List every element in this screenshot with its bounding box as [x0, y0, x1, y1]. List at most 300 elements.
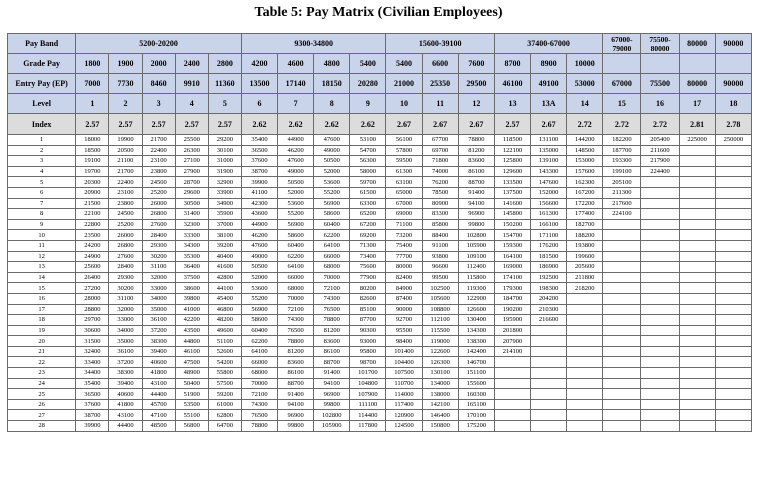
pay-cell: 94100 [458, 198, 494, 209]
pay-cell [603, 325, 641, 336]
level-cell: 13A [531, 94, 567, 114]
pay-cell: 55800 [208, 368, 241, 379]
pay-cell [715, 315, 751, 326]
grade-pay-cell: 5400 [350, 54, 386, 74]
pay-cell [567, 325, 603, 336]
pay-cell [679, 399, 715, 410]
pay-cell: 26800 [109, 240, 142, 251]
entry-pay-row [8, 74, 752, 94]
pay-cell: 18000 [76, 135, 109, 146]
pay-cell: 224400 [641, 166, 679, 177]
pay-cell: 119000 [422, 336, 458, 347]
pay-cell [494, 368, 530, 379]
pay-cell [679, 240, 715, 251]
pay-cell: 27100 [175, 156, 208, 167]
entry-pay-cell: 21000 [386, 74, 422, 94]
table-row [8, 357, 752, 368]
pay-cell [603, 293, 641, 304]
pay-cell: 117800 [350, 421, 386, 432]
pay-cell: 76500 [241, 410, 277, 421]
pay-cell: 21700 [142, 135, 175, 146]
pay-band-cell: 9300-34800 [241, 34, 386, 54]
pay-cell: 52000 [241, 272, 277, 283]
row-number: 5 [8, 177, 76, 188]
pay-band-cell: 5200-20200 [76, 34, 242, 54]
index-cell: 2.72 [603, 114, 641, 135]
pay-cell: 119300 [458, 283, 494, 294]
pay-cell [603, 219, 641, 230]
pay-cell: 31000 [208, 156, 241, 167]
pay-cell: 118500 [494, 135, 530, 146]
pay-cell: 112400 [458, 262, 494, 273]
pay-cell: 69200 [350, 230, 386, 241]
pay-cell [679, 368, 715, 379]
pay-cell: 52000 [314, 166, 350, 177]
pay-cell: 21700 [109, 166, 142, 177]
pay-cell: 125800 [494, 156, 530, 167]
row-number: 10 [8, 230, 76, 241]
grade-pay-cell [603, 54, 641, 74]
pay-cell: 110700 [386, 378, 422, 389]
pay-cell: 64700 [208, 421, 241, 432]
pay-cell: 114000 [386, 389, 422, 400]
pay-cell: 43500 [175, 325, 208, 336]
pay-cell [641, 293, 679, 304]
pay-cell: 94100 [314, 378, 350, 389]
pay-cell: 21100 [109, 156, 142, 167]
pay-cell [641, 389, 679, 400]
pay-cell: 23100 [109, 187, 142, 198]
pay-cell [531, 346, 567, 357]
table-row [8, 389, 752, 400]
pay-cell: 59700 [350, 177, 386, 188]
grade-pay-label: Grade Pay [8, 54, 76, 74]
pay-cell: 19700 [76, 166, 109, 177]
pay-cell [603, 251, 641, 262]
pay-cell: 33000 [142, 283, 175, 294]
pay-cell: 134000 [422, 378, 458, 389]
pay-cell: 24900 [76, 251, 109, 262]
pay-cell: 25600 [76, 262, 109, 273]
grade-pay-cell: 10000 [567, 54, 603, 74]
level-cell: 1 [76, 94, 109, 114]
pay-cell [641, 336, 679, 347]
pay-cell [679, 272, 715, 283]
pay-cell [641, 357, 679, 368]
pay-cell [531, 410, 567, 421]
entry-pay-cell: 75500 [641, 74, 679, 94]
pay-cell: 144200 [567, 135, 603, 146]
pay-cell: 48500 [142, 421, 175, 432]
pay-cell: 32900 [208, 177, 241, 188]
row-number: 14 [8, 272, 76, 283]
pay-cell: 68000 [314, 262, 350, 273]
pay-cell: 62200 [278, 251, 314, 262]
pay-cell: 25200 [109, 219, 142, 230]
pay-cell: 46100 [175, 346, 208, 357]
index-label: Index [8, 114, 76, 135]
pay-cell: 160300 [458, 389, 494, 400]
level-cell: 18 [715, 94, 751, 114]
pay-cell: 34900 [208, 198, 241, 209]
pay-cell [641, 209, 679, 220]
index-cell: 2.62 [241, 114, 277, 135]
pay-cell: 199600 [567, 251, 603, 262]
pay-cell: 62800 [208, 410, 241, 421]
pay-cell: 61500 [350, 187, 386, 198]
pay-cell: 76200 [422, 177, 458, 188]
pay-cell: 93800 [422, 251, 458, 262]
pay-cell [679, 315, 715, 326]
pay-cell [567, 346, 603, 357]
row-number: 18 [8, 315, 76, 326]
pay-cell: 72100 [241, 389, 277, 400]
level-cell: 16 [641, 94, 679, 114]
pay-cell: 40600 [109, 389, 142, 400]
index-cell: 2.67 [531, 114, 567, 135]
pay-cell: 81200 [458, 145, 494, 156]
pay-cell [641, 325, 679, 336]
pay-cell [531, 325, 567, 336]
row-number: 19 [8, 325, 76, 336]
pay-cell: 35000 [142, 304, 175, 315]
grade-pay-cell: 4800 [314, 54, 350, 74]
pay-cell [715, 283, 751, 294]
pay-cell [679, 219, 715, 230]
pay-cell: 46200 [278, 145, 314, 156]
pay-cell: 80000 [386, 262, 422, 273]
pay-cell: 83300 [422, 209, 458, 220]
pay-cell: 99800 [458, 219, 494, 230]
pay-cell: 91400 [458, 187, 494, 198]
index-cell: 2.57 [494, 114, 530, 135]
pay-cell: 91400 [278, 389, 314, 400]
pay-cell: 133500 [494, 177, 530, 188]
pay-cell: 24500 [109, 209, 142, 220]
pay-cell: 98400 [386, 336, 422, 347]
pay-cell: 176200 [531, 240, 567, 251]
pay-cell: 32000 [109, 304, 142, 315]
pay-cell: 35900 [208, 209, 241, 220]
pay-cell: 35400 [76, 378, 109, 389]
pay-cell: 50400 [175, 378, 208, 389]
pay-cell: 32400 [76, 346, 109, 357]
pay-cell: 109100 [458, 251, 494, 262]
pay-cell: 56900 [314, 198, 350, 209]
pay-cell [715, 145, 751, 156]
grade-pay-cell [715, 54, 751, 74]
table-row [8, 368, 752, 379]
pay-cell: 62200 [314, 230, 350, 241]
pay-cell: 35300 [175, 251, 208, 262]
pay-cell [531, 399, 567, 410]
pay-cell: 20900 [76, 187, 109, 198]
pay-cell: 65200 [350, 209, 386, 220]
pay-cell: 150800 [422, 421, 458, 432]
entry-pay-cell: 13500 [241, 74, 277, 94]
pay-cell: 115500 [422, 325, 458, 336]
pay-cell: 61300 [386, 166, 422, 177]
row-number: 16 [8, 293, 76, 304]
pay-cell [494, 357, 530, 368]
entry-pay-cell: 7000 [76, 74, 109, 94]
row-number: 20 [8, 336, 76, 347]
pay-cell: 204200 [531, 293, 567, 304]
pay-cell: 21500 [76, 198, 109, 209]
pay-cell [715, 336, 751, 347]
pay-cell: 67700 [422, 135, 458, 146]
row-number: 6 [8, 187, 76, 198]
pay-cell [567, 315, 603, 326]
table-row [8, 293, 752, 304]
pay-cell [641, 304, 679, 315]
entry-pay-cell: 53000 [567, 74, 603, 94]
pay-cell: 170100 [458, 410, 494, 421]
pay-cell: 58600 [241, 315, 277, 326]
pay-cell [679, 177, 715, 188]
pay-cell: 250000 [715, 135, 751, 146]
row-number: 8 [8, 209, 76, 220]
entry-pay-cell: 25350 [422, 74, 458, 94]
entry-pay-cell: 7730 [109, 74, 142, 94]
pay-cell [679, 209, 715, 220]
pay-cell [494, 421, 530, 432]
pay-cell: 193800 [567, 240, 603, 251]
pay-cell: 56900 [278, 219, 314, 230]
pay-cell: 45700 [142, 399, 175, 410]
table-row [8, 272, 752, 283]
pay-cell [679, 230, 715, 241]
row-number: 13 [8, 262, 76, 273]
pay-cell: 86100 [458, 166, 494, 177]
pay-cell: 141600 [494, 198, 530, 209]
pay-cell: 53100 [350, 135, 386, 146]
pay-cell: 30100 [208, 145, 241, 156]
pay-cell: 53600 [278, 198, 314, 209]
pay-cell: 38100 [208, 230, 241, 241]
pay-cell [531, 357, 567, 368]
pay-cell: 47600 [278, 156, 314, 167]
pay-cell: 22100 [76, 209, 109, 220]
pay-cell: 33900 [208, 187, 241, 198]
pay-cell [715, 304, 751, 315]
pay-cell: 42800 [208, 272, 241, 283]
pay-cell [679, 421, 715, 432]
pay-cell: 102800 [314, 410, 350, 421]
pay-cell: 31400 [175, 209, 208, 220]
level-row [8, 94, 752, 114]
pay-cell: 60400 [241, 325, 277, 336]
pay-cell: 50500 [278, 177, 314, 188]
pay-cell [679, 304, 715, 315]
pay-cell: 193300 [603, 156, 641, 167]
pay-cell: 29300 [142, 240, 175, 251]
pay-cell: 217900 [641, 156, 679, 167]
pay-cell: 171100 [531, 230, 567, 241]
pay-cell: 37600 [76, 399, 109, 410]
pay-cell: 66000 [314, 251, 350, 262]
pay-cell [715, 156, 751, 167]
index-cell: 2.72 [641, 114, 679, 135]
level-cell: 2 [109, 94, 142, 114]
level-cell: 14 [567, 94, 603, 114]
pay-cell: 34400 [76, 368, 109, 379]
pay-cell: 27600 [109, 251, 142, 262]
pay-cell [641, 283, 679, 294]
pay-cell: 44400 [142, 389, 175, 400]
table-row [8, 198, 752, 209]
grade-pay-row [8, 54, 752, 74]
pay-cell: 77900 [350, 272, 386, 283]
pay-cell: 184700 [494, 293, 530, 304]
pay-cell [494, 389, 530, 400]
pay-cell: 28700 [175, 177, 208, 188]
table-row [8, 262, 752, 273]
pay-cell: 137500 [494, 187, 530, 198]
pay-cell: 57800 [386, 145, 422, 156]
pay-cell: 33400 [76, 357, 109, 368]
pay-cell: 130400 [458, 315, 494, 326]
table-row [8, 325, 752, 336]
pay-cell: 151100 [458, 368, 494, 379]
pay-cell [715, 378, 751, 389]
table-row [8, 240, 752, 251]
pay-cell [603, 304, 641, 315]
pay-cell: 18500 [76, 145, 109, 156]
pay-cell [641, 262, 679, 273]
pay-band-cell: 15600-39100 [386, 34, 494, 54]
level-cell: 11 [422, 94, 458, 114]
pay-cell: 39200 [208, 240, 241, 251]
pay-cell: 66000 [278, 272, 314, 283]
table-row [8, 251, 752, 262]
table-row [8, 421, 752, 432]
row-number: 15 [8, 283, 76, 294]
pay-cell [715, 262, 751, 273]
pay-cell [641, 272, 679, 283]
pay-band-cell: 37400-67000 [494, 34, 602, 54]
pay-cell: 80900 [422, 198, 458, 209]
pay-cell: 58000 [350, 166, 386, 177]
pay-cell: 162300 [567, 177, 603, 188]
pay-cell: 104400 [386, 357, 422, 368]
pay-cell: 85100 [350, 304, 386, 315]
pay-cell: 50500 [314, 156, 350, 167]
pay-cell: 37000 [208, 219, 241, 230]
pay-cell: 34000 [109, 325, 142, 336]
pay-cell: 54200 [208, 357, 241, 368]
pay-cell: 27900 [175, 166, 208, 177]
grade-pay-cell: 8700 [494, 54, 530, 74]
pay-cell: 101700 [350, 368, 386, 379]
pay-cell: 39400 [142, 346, 175, 357]
pay-cell: 58600 [278, 230, 314, 241]
pay-cell [603, 357, 641, 368]
pay-cell: 68000 [241, 368, 277, 379]
pay-cell [567, 336, 603, 347]
pay-cell: 161300 [531, 209, 567, 220]
pay-cell: 199100 [603, 166, 641, 177]
grade-pay-cell: 1900 [109, 54, 142, 74]
pay-cell: 107900 [350, 389, 386, 400]
pay-cell: 86100 [314, 346, 350, 357]
pay-cell: 43100 [109, 410, 142, 421]
pay-cell [715, 209, 751, 220]
pay-cell: 51900 [175, 389, 208, 400]
row-number: 2 [8, 145, 76, 156]
pay-cell: 148500 [567, 145, 603, 156]
entry-pay-label: Entry Pay (EP) [8, 74, 76, 94]
pay-cell: 224100 [603, 209, 641, 220]
pay-cell: 172200 [567, 198, 603, 209]
pay-cell: 78800 [314, 315, 350, 326]
pay-cell: 159300 [494, 240, 530, 251]
index-cell: 2.62 [350, 114, 386, 135]
pay-cell: 88700 [458, 177, 494, 188]
pay-cell [603, 378, 641, 389]
pay-cell [679, 283, 715, 294]
pay-cell: 30200 [142, 251, 175, 262]
pay-cell: 28400 [142, 230, 175, 241]
pay-cell: 78800 [241, 421, 277, 432]
pay-cell: 211600 [641, 145, 679, 156]
row-number: 4 [8, 166, 76, 177]
pay-cell: 32000 [142, 272, 175, 283]
pay-cell [567, 293, 603, 304]
pay-cell: 50500 [241, 262, 277, 273]
index-cell: 2.67 [386, 114, 422, 135]
pay-cell: 207900 [494, 336, 530, 347]
pay-cell: 205100 [603, 177, 641, 188]
index-cell: 2.57 [175, 114, 208, 135]
pay-cell: 112100 [422, 315, 458, 326]
pay-cell: 76500 [314, 304, 350, 315]
pay-cell [715, 410, 751, 421]
pay-cell: 83600 [278, 357, 314, 368]
pay-cell: 190200 [494, 304, 530, 315]
index-cell: 2.67 [458, 114, 494, 135]
pay-cell: 22800 [76, 219, 109, 230]
table-row [8, 166, 752, 177]
pay-cell [715, 177, 751, 188]
pay-cell: 92700 [386, 315, 422, 326]
level-cell: 7 [278, 94, 314, 114]
pay-cell: 61000 [208, 399, 241, 410]
pay-cell: 59200 [208, 389, 241, 400]
pay-cell [679, 293, 715, 304]
row-number: 27 [8, 410, 76, 421]
pay-cell: 96600 [422, 262, 458, 273]
table-row [8, 315, 752, 326]
pay-cell: 28400 [109, 262, 142, 273]
pay-cell: 71300 [350, 240, 386, 251]
pay-cell [567, 421, 603, 432]
pay-cell: 33300 [175, 230, 208, 241]
pay-cell: 105900 [458, 240, 494, 251]
pay-cell: 30600 [76, 325, 109, 336]
pay-cell: 37500 [175, 272, 208, 283]
pay-cell: 181500 [531, 251, 567, 262]
pay-cell [679, 198, 715, 209]
pay-cell: 124500 [386, 421, 422, 432]
pay-cell: 81200 [314, 325, 350, 336]
pay-cell [603, 410, 641, 421]
pay-cell: 56300 [350, 156, 386, 167]
table-row [8, 399, 752, 410]
pay-cell [567, 378, 603, 389]
pay-cell: 188200 [567, 230, 603, 241]
pay-cell: 155600 [458, 378, 494, 389]
